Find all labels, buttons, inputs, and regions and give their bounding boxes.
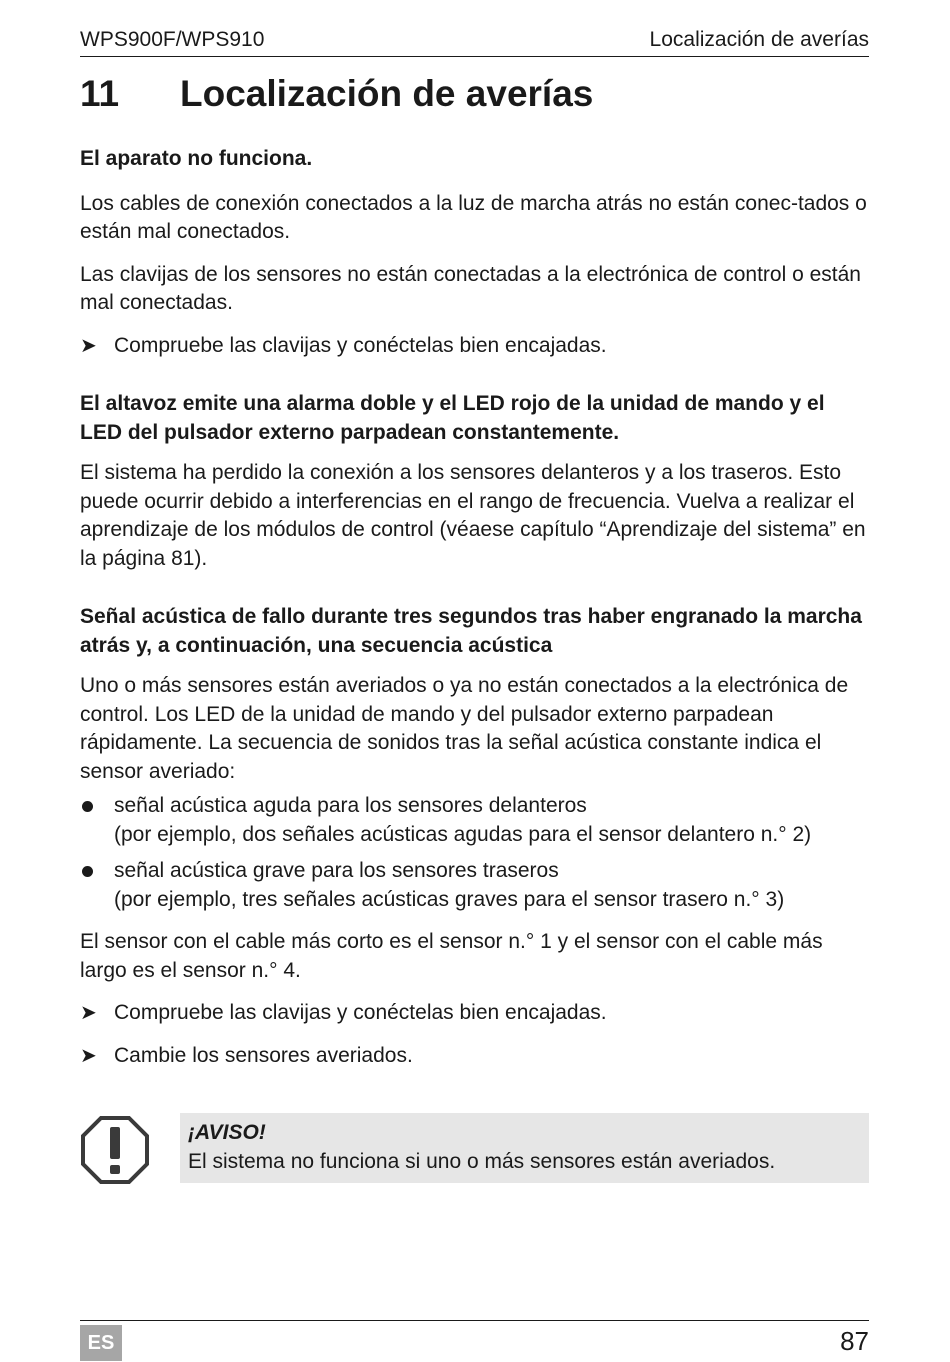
list-item (80, 792, 869, 849)
section-heading: El altavoz emite una alarma doble y el LED rojo de la unidad de mando y el LED del pulsador externo parpadean constantemente. (80, 392, 825, 444)
notice-text: El sistema no funciona si uno o más sensores están averiados. (188, 1149, 776, 1173)
header-section: Localización de averías (649, 28, 869, 51)
arrow-bullet-icon: ➤ (80, 1002, 97, 1024)
page-number: 87 (840, 1326, 869, 1356)
paragraph: Las clavijas de los sensores no están conectadas a la electrónica de control o están mal conectadas. (80, 262, 861, 314)
action-item (80, 332, 869, 361)
warning-exclamation-octagon-icon (80, 1115, 150, 1185)
bullet-dot-icon (82, 801, 93, 812)
action-text: Compruebe las clavijas y conéctelas bien encajadas. (114, 1001, 607, 1024)
chapter-number: 11 (80, 73, 120, 114)
chapter-title: Localización de averías (180, 73, 594, 114)
action-text: Compruebe las clavijas y conéctelas bien encajadas. (114, 333, 607, 357)
page-footer (80, 1320, 869, 1361)
page-content (80, 145, 869, 1084)
page-header (80, 26, 869, 57)
action-item (80, 999, 869, 1028)
list-item-line: señal acústica grave para los sensores traseros (114, 859, 559, 882)
notice-box (180, 1113, 869, 1183)
paragraph: El sensor con el cable más corto es el sensor n.° 1 y el sensor con el cable más largo es el sensor n.° 4. (80, 930, 823, 982)
arrow-bullet-icon: ➤ (80, 1044, 97, 1067)
list-item-line: (por ejemplo, dos señales acústicas agudas para el sensor delantero n.° 2) (114, 822, 812, 846)
section-heading: Señal acústica de fallo durante tres segundos tras haber engranado la marcha atrás y, a continuación, una secuencia acústica (80, 605, 862, 657)
header-model: WPS900F/WPS910 (80, 28, 265, 51)
list-item-line: señal acústica aguda para los sensores delanteros (114, 794, 587, 817)
section-heading: El aparato no funciona. (80, 147, 313, 170)
paragraph: Los cables de conexión conectados a la luz de marcha atrás no están conec-tados o están mal conectados. (80, 191, 867, 243)
action-item (80, 1042, 869, 1071)
list-item (80, 857, 869, 914)
list-item-line: (por ejemplo, tres señales acústicas graves para el sensor trasero n.° 3) (114, 887, 785, 911)
bullet-dot-icon (82, 866, 93, 877)
arrow-bullet-icon: ➤ (80, 334, 97, 357)
paragraph: El sistema ha perdido la conexión a los sensores delanteros y a los traseros. Esto puede ocurrir debido a interferencias en el rango de frecuencia. Vuelva a realizar el aprendizaje de los módulos de control (véaese capítulo “Aprendizaje del sistema” en la página 81). (80, 461, 866, 570)
paragraph: Uno o más sensores están averiados o ya no están conectados a la electrónica de control. Los LED de la unidad de mando y del pulsador externo parpadean rápidamente. La secuencia de sonidos tras la señal acústica constante indica el sensor averiado: (80, 674, 849, 783)
language-tab: ES (80, 1325, 122, 1361)
notice-block (80, 1113, 869, 1185)
action-text: Cambie los sensores averiados. (114, 1043, 413, 1067)
notice-title: ¡AVISO! (188, 1121, 266, 1144)
